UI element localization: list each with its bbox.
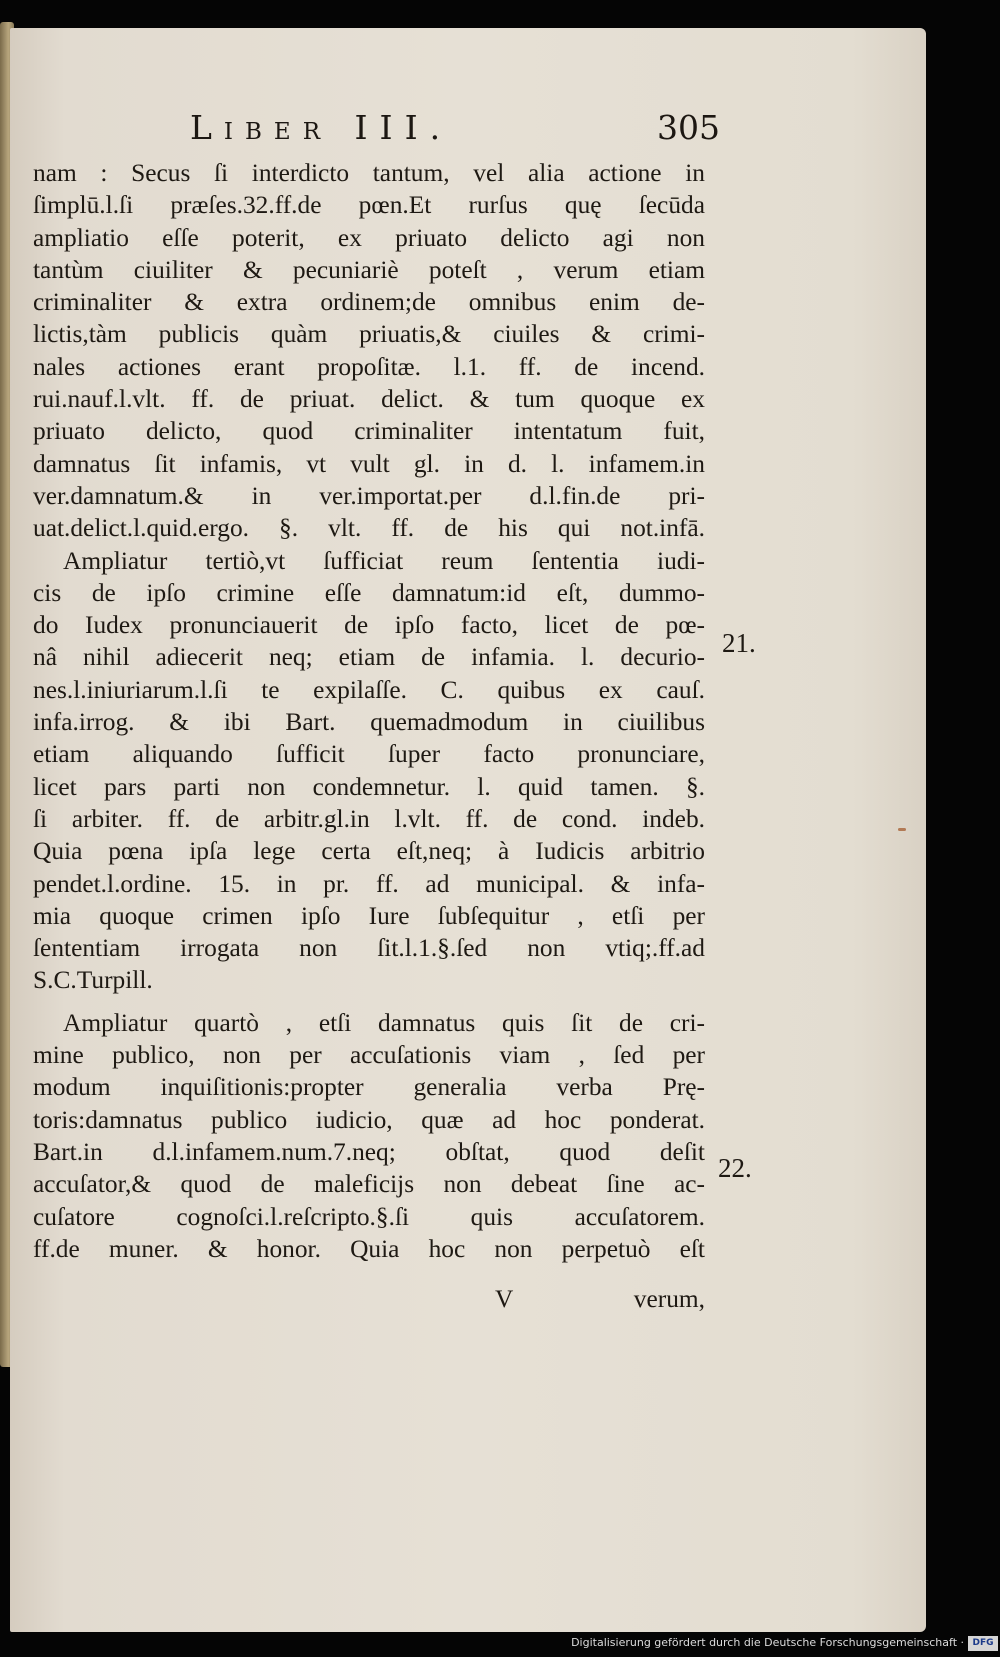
paragraph-gap (33, 997, 705, 1007)
footer-line (33, 1285, 705, 1319)
text-line: lictis,tàm publicis quàm priuatis,& ciuiles & crimi- (33, 320, 705, 349)
text-line: licet pars parti non condemnetur. l. quid tamen. §. (33, 772, 705, 801)
page-speck (898, 828, 906, 831)
text-line: mine publico, non per accuſationis viam , ſed per (33, 1041, 705, 1070)
text-line: priuato delicto, quod criminaliter intentatum fuit, (33, 417, 705, 446)
paragraph-start-line: Ampliatur tertiò,vt ſufficiat reum ſententia iudi- (63, 546, 705, 575)
paragraph-start-line: Ampliatur quartò , etſi damnatus quis ſit de cri- (63, 1008, 705, 1037)
margin-note: 21. (722, 628, 756, 658)
body-text (33, 157, 705, 1265)
dfg-logo: DFG (968, 1636, 998, 1651)
text-line: accuſator,& quod de maleficijs non debeat ſine ac- (33, 1170, 705, 1199)
signature-mark: V (495, 1285, 514, 1313)
text-line: nales actiones erant propoſitæ. l.1. ff. de incend. (33, 352, 705, 381)
text-line: infa.irrog. & ibi Bart. quemadmodum in ciuilibus (33, 708, 705, 737)
text-line: tantùm ciuiliter & pecuniariè poteſt , verum etiam (33, 255, 705, 284)
text-line: criminaliter & extra ordinem;de omnibus enim de- (33, 288, 705, 317)
text-line: ſi arbiter. ff. de arbitr.gl.in l.vlt. ff. de cond. indeb. (33, 804, 705, 833)
page-number: 305 (657, 108, 720, 147)
text-line: nâ nihil adiecerit neq; etiam de infamia. l. decurio- (33, 643, 705, 672)
text-line: mia quoque crimen ipſo Iure ſubſequitur , etſi per (33, 901, 705, 930)
text-line: cuſatore cognoſci.l.reſcripto.§.ſi quis accuſatorem. (33, 1202, 705, 1231)
text-line: cis de ipſo crimine eſſe damnatum:id eſt, dummo- (33, 578, 705, 607)
text-line: ver.damnatum.& in ver.importat.per d.l.fin.de pri- (33, 481, 705, 510)
text-line: uat.delict.l.quid.ergo. §. vlt. ff. de his qui not.infā. (33, 514, 705, 543)
text-line: Quia pœna ipſa lege certa eſt,neq; à Iudicis arbitrio (33, 837, 705, 866)
text-line: Bart.in d.l.infamem.num.7.neq; obſtat, quod deſit (33, 1137, 705, 1166)
text-line: modum inquiſitionis:propter generalia verba Prę- (33, 1073, 705, 1102)
catchword: verum, (633, 1285, 705, 1313)
running-title: Liber III. (190, 108, 453, 147)
text-line: do Iudex pronunciauerit de ipſo facto, licet de pœ- (33, 611, 705, 640)
margin-note: 22. (718, 1153, 752, 1183)
text-line: nes.l.iniuriarum.l.ſi te expilaſſe. C. quibus ex cauſ. (33, 675, 705, 704)
text-line: ff.de muner. & honor. Quia hoc non perpetuò eſt (33, 1234, 705, 1263)
text-line: ſimplū.l.ſi præſes.32.ff.de pœn.Et rurſus quę ſecūda (33, 191, 705, 220)
text-line: damnatus ſit infamis, vt vult gl. in d. l. infamem.in (33, 449, 705, 478)
text-line: pendet.l.ordine. 15. in pr. ff. ad municipal. & infa- (33, 869, 705, 898)
text-line: toris:damnatus publico iudicio, quæ ad hoc ponderat. (33, 1105, 705, 1134)
text-line: nam : Secus ſi interdicto tantum, vel alia actione in (33, 159, 705, 187)
digitization-credit: Digitalisierung gefördert durch die Deutsche Forschungsgemeinschaft · (571, 1636, 964, 1649)
page-header (190, 108, 720, 148)
text-line: ampliatio eſſe poterit, ex priuato delicto agi non (33, 223, 705, 252)
text-line: etiam aliquando ſufficit ſuper facto pronunciare, (33, 740, 705, 769)
text-line: ſententiam irrogata non ſit.l.1.§.ſed non vtiq;.ff.ad (33, 934, 705, 963)
text-line: S.C.Turpill. (33, 966, 153, 995)
text-line: rui.nauf.l.vlt. ff. de priuat. delict. & tum quoque ex (33, 385, 705, 414)
